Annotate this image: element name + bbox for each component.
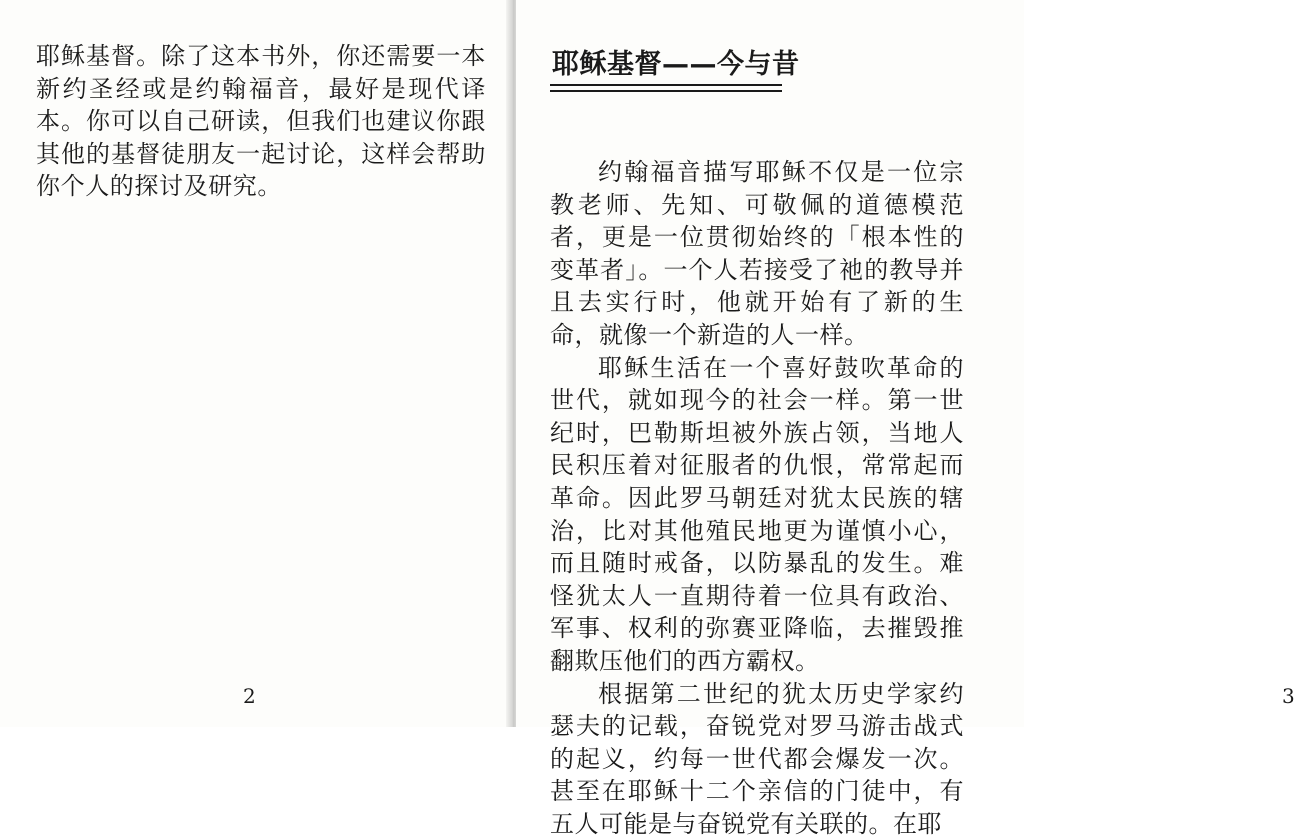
left-page-paragraph: 耶稣基督。除了这本书外，你还需要一本新约圣经或是约翰福音，最好是现代译本。你可以自己研读，但我们也建议你跟其他的基督徒朋友一起讨论，这样会帮助你个人的探讨及研究。 xyxy=(36,40,486,203)
chapter-heading: 耶稣基督——今与昔 xyxy=(552,42,800,81)
body-paragraph-3: 根据第二世纪的犹太历史学家约瑟夫的记载，奋锐党对罗马游击战式的起义，约每一世代都会爆发一次。甚至在耶稣十二个亲信的门徒中，有五人可能是与奋锐党有关联的。在耶 xyxy=(550,678,964,840)
body-paragraph-2: 耶稣生活在一个喜好鼓吹革命的世代，就如现今的社会一样。第一世纪时，巴勒斯坦被外族占领，当地人民积压着对征服者的仇恨，常常起而革命。因此罗马朝廷对犹太民族的辖治，比对其他殖民地更为谨慎小心，而且随时戒备，以防暴乱的发生。难怪犹太人一直期待着一位具有政治、军事、权利的弥赛亚降临，去摧毁推翻欺压他们的西方霸权。 xyxy=(550,352,964,678)
left-page xyxy=(0,0,510,727)
heading-rule-top xyxy=(550,84,782,86)
heading-rule-bottom xyxy=(550,90,782,92)
right-page-number: 3 xyxy=(1282,684,1295,708)
body-paragraph-1: 约翰福音描写耶稣不仅是一位宗教老师、先知、可敬佩的道德模范者，更是一位贯彻始终的「根本性的变革者」。一个人若接受了祂的教导并且去实行时，他就开始有了新的生命，就像一个新造的人一样。 xyxy=(550,156,964,352)
left-page-number: 2 xyxy=(243,684,256,708)
right-page-body xyxy=(550,156,964,840)
